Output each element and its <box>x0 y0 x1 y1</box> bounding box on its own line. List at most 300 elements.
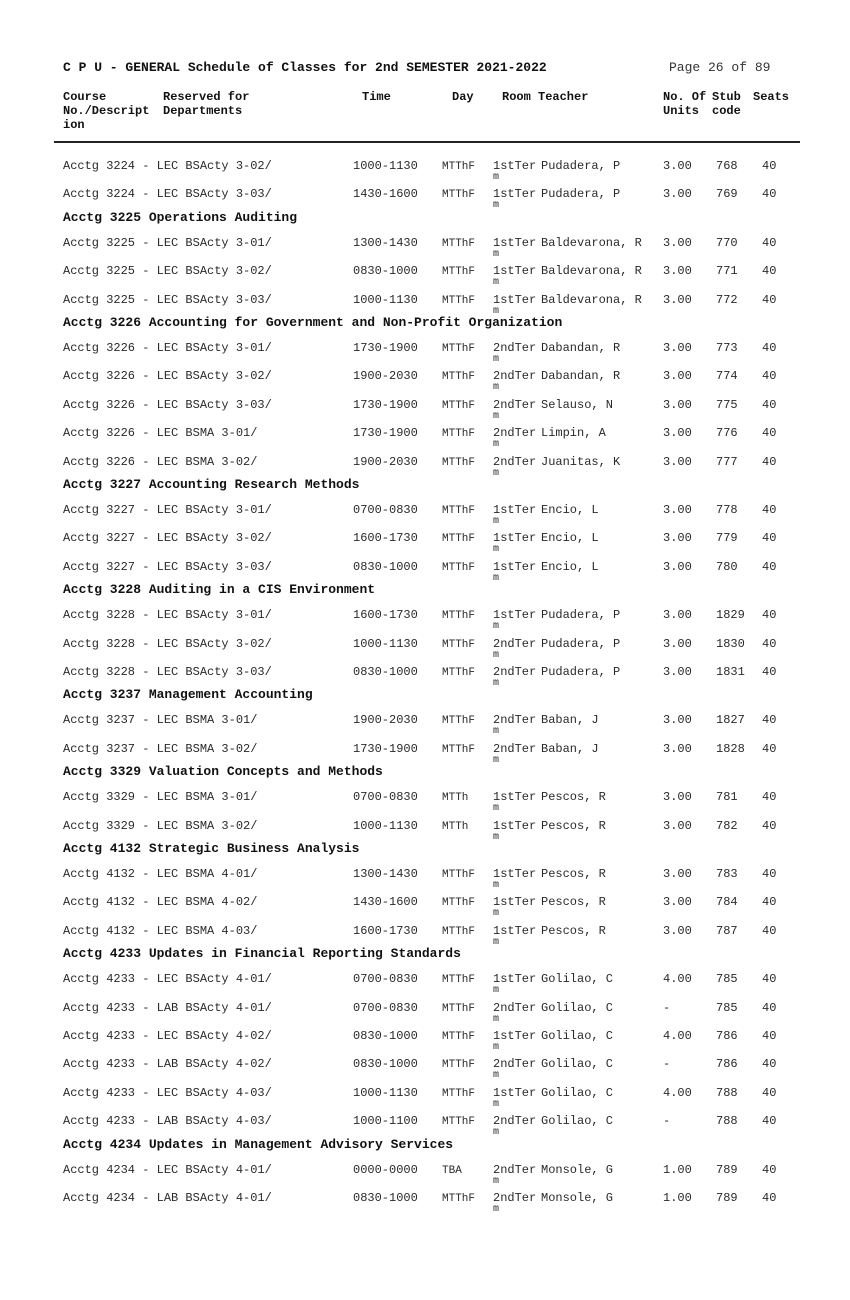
units-cell: 3.00 <box>663 235 692 250</box>
stub-code-cell: 1831 <box>716 665 745 679</box>
units-cell: 3.00 <box>663 503 692 517</box>
time-cell: 1000-1130 <box>353 818 418 833</box>
room-cell: 1stTer <box>493 159 537 173</box>
day-cell: MTThF <box>442 869 476 881</box>
time-cell: 1600-1730 <box>353 923 418 938</box>
teacher-cell: Pescos, R <box>541 895 606 910</box>
units-cell: 3.00 <box>663 895 692 910</box>
teacher-continuation: m <box>493 382 500 394</box>
seats-cell: 40 <box>762 341 777 355</box>
teacher-cell: Monsole, G <box>541 1191 614 1205</box>
course-cell: Acctg 3226 - LEC BSMA 3-02/ <box>63 454 258 469</box>
seats-cell: 40 <box>762 867 777 881</box>
table-row <box>0 369 850 397</box>
section-title: Acctg 3228 Auditing in a CIS Environment <box>63 582 376 598</box>
room-cell: 2ndTer <box>493 713 537 728</box>
day-cell: MTThF <box>442 161 476 173</box>
seats-cell: 40 <box>762 923 777 938</box>
units-cell: 4.00 <box>663 972 692 987</box>
table-row <box>0 398 850 426</box>
units-cell: 1.00 <box>663 1191 692 1205</box>
time-cell: 1000-1130 <box>353 1085 418 1100</box>
teacher-continuation: m <box>493 277 500 289</box>
room-cell: 2ndTer <box>493 741 537 756</box>
time-cell: 0700-0830 <box>353 503 418 517</box>
seats-cell: 40 <box>762 1191 777 1205</box>
day-cell: MTThF <box>442 1116 476 1129</box>
units-cell: 3.00 <box>663 292 692 307</box>
stub-code-cell: 768 <box>716 159 738 173</box>
header-stub: Stub code <box>712 90 741 118</box>
table-row <box>0 972 850 1000</box>
seats-cell: 40 <box>762 895 777 910</box>
room-cell: 1stTer <box>493 235 537 250</box>
seats-cell: 40 <box>762 636 777 651</box>
seats-cell: 40 <box>762 1114 777 1129</box>
units-cell: 3.00 <box>663 264 692 279</box>
day-cell: MTThF <box>442 266 476 279</box>
teacher-continuation: m <box>493 1204 500 1215</box>
table-row <box>0 1029 850 1057</box>
teacher-continuation: m <box>493 1127 500 1139</box>
units-cell: 3.00 <box>663 341 692 355</box>
room-cell: 1stTer <box>493 1085 537 1100</box>
units-cell: 3.00 <box>663 369 692 384</box>
seats-cell: 40 <box>762 713 777 728</box>
units-cell: 1.00 <box>663 1162 692 1177</box>
teacher-continuation: m <box>493 1042 500 1053</box>
day-cell: MTThF <box>442 610 476 623</box>
day-cell: MTThF <box>442 533 476 546</box>
day-cell: MTThF <box>442 399 476 412</box>
day-cell: MTTh <box>442 820 469 833</box>
page-title: C P U - GENERAL Schedule of Classes for 2nd SEMESTER 2021-2022 <box>63 60 547 75</box>
seats-cell: 40 <box>762 503 777 517</box>
stub-code-cell: 785 <box>716 1000 738 1015</box>
course-cell: Acctg 3228 - LEC BSActy 3-01/ <box>63 608 272 623</box>
time-cell: 1000-1130 <box>353 292 418 307</box>
teacher-cell: Encio, L <box>541 559 599 574</box>
stub-code-cell: 788 <box>716 1114 738 1129</box>
units-cell: 3.00 <box>663 636 692 651</box>
day-cell: MTThF <box>442 1002 476 1015</box>
course-cell: Acctg 4234 - LAB BSActy 4-01/ <box>63 1191 272 1205</box>
stub-code-cell: 772 <box>716 292 738 307</box>
stub-code-cell: 784 <box>716 895 738 910</box>
teacher-cell: Limpin, A <box>541 426 606 441</box>
course-cell: Acctg 3226 - LEC BSActy 3-03/ <box>63 397 272 412</box>
header-divider <box>54 141 800 143</box>
time-cell: 0830-1000 <box>353 665 418 679</box>
teacher-cell: Pudadera, P <box>541 608 621 623</box>
teacher-continuation: m <box>493 803 500 815</box>
stub-code-cell: 786 <box>716 1057 738 1072</box>
table-row <box>0 236 850 264</box>
teacher-continuation: m <box>493 410 500 422</box>
time-cell: 1600-1730 <box>353 531 418 546</box>
page-number: Page 26 of 89 <box>669 60 771 75</box>
teacher-cell: Selauso, N <box>541 397 614 412</box>
header-units: No. Of Units <box>663 90 707 118</box>
course-cell: Acctg 4233 - LEC BSActy 4-03/ <box>63 1085 272 1100</box>
room-cell: 2ndTer <box>493 1114 537 1129</box>
section-title: Acctg 3226 Accounting for Government and Non-Profit Organization <box>63 315 563 330</box>
room-cell: 2ndTer <box>493 426 537 441</box>
section-title: Acctg 4132 Strategic Business Analysis <box>63 841 360 856</box>
time-cell: 1430-1600 <box>353 187 418 202</box>
time-cell: 1730-1900 <box>353 397 418 412</box>
day-cell: MTThF <box>442 428 476 441</box>
day-cell: MTThF <box>442 743 476 756</box>
teacher-cell: Golilao, C <box>541 1000 614 1015</box>
teacher-continuation: m <box>493 678 500 689</box>
course-cell: Acctg 4132 - LEC BSMA 4-01/ <box>63 867 258 881</box>
teacher-cell: Baban, J <box>541 741 599 756</box>
teacher-cell: Encio, L <box>541 503 599 517</box>
day-cell: MTThF <box>442 561 476 574</box>
teacher-continuation: m <box>493 544 500 556</box>
units-cell: 3.00 <box>663 867 692 881</box>
time-cell: 1600-1730 <box>353 608 418 623</box>
table-row <box>0 1086 850 1114</box>
stub-code-cell: 1827 <box>716 713 745 728</box>
table-row <box>0 1191 850 1219</box>
stub-code-cell: 782 <box>716 818 738 833</box>
room-cell: 1stTer <box>493 923 537 938</box>
course-cell: Acctg 3329 - LEC BSMA 3-01/ <box>63 790 258 805</box>
teacher-continuation: m <box>493 516 500 527</box>
room-cell: 2ndTer <box>493 454 537 469</box>
table-row <box>0 1163 850 1191</box>
stub-code-cell: 775 <box>716 397 738 412</box>
header-room-teacher: Room Teacher <box>502 90 589 104</box>
units-cell: 3.00 <box>663 426 692 441</box>
course-cell: Acctg 4132 - LEC BSMA 4-02/ <box>63 895 258 910</box>
room-cell: 2ndTer <box>493 1162 537 1177</box>
teacher-continuation: m <box>493 1070 500 1082</box>
teacher-continuation: m <box>493 172 500 183</box>
table-row <box>0 264 850 292</box>
seats-cell: 40 <box>762 187 777 202</box>
seats-cell: 40 <box>762 665 777 679</box>
course-cell: Acctg 3225 - LEC BSActy 3-01/ <box>63 235 272 250</box>
units-cell: 3.00 <box>663 187 692 202</box>
units-cell: 3.00 <box>663 790 692 805</box>
header-day: Day <box>452 90 474 104</box>
teacher-cell: Baban, J <box>541 713 599 728</box>
teacher-cell: Encio, L <box>541 531 599 546</box>
section-title: Acctg 3225 Operations Auditing <box>63 209 298 225</box>
room-cell: 2ndTer <box>493 1191 537 1205</box>
time-cell: 1730-1900 <box>353 741 418 756</box>
course-cell: Acctg 3225 - LEC BSActy 3-03/ <box>63 292 272 307</box>
seats-cell: 40 <box>762 235 777 250</box>
time-cell: 1900-2030 <box>353 369 418 384</box>
teacher-continuation: m <box>493 754 500 766</box>
time-cell: 1730-1900 <box>353 426 418 441</box>
course-cell: Acctg 4233 - LEC BSActy 4-02/ <box>63 1029 272 1043</box>
day-cell: MTThF <box>442 505 476 517</box>
room-cell: 1stTer <box>493 972 537 987</box>
stub-code-cell: 1828 <box>716 741 745 756</box>
time-cell: 1730-1900 <box>353 341 418 355</box>
day-cell: MTThF <box>442 1087 476 1100</box>
day-cell: MTThF <box>442 343 476 355</box>
time-cell: 1900-2030 <box>353 454 418 469</box>
header-reserved: Reserved for Departments <box>163 90 250 118</box>
header-seats: Seats <box>753 90 790 104</box>
section-title: Acctg 4233 Updates in Financial Reporting Standards <box>63 946 461 962</box>
course-cell: Acctg 3224 - LEC BSActy 3-03/ <box>63 187 272 202</box>
teacher-continuation: m <box>493 621 500 633</box>
day-cell: MTThF <box>442 638 476 651</box>
day-cell: MTThF <box>442 897 476 910</box>
teacher-continuation: m <box>493 649 500 661</box>
teacher-cell: Pudadera, P <box>541 159 621 173</box>
section-title: Acctg 3227 Accounting Research Methods <box>63 477 360 492</box>
stub-code-cell: 789 <box>716 1191 738 1205</box>
time-cell: 0830-1000 <box>353 1029 418 1043</box>
teacher-cell: Pescos, R <box>541 790 606 805</box>
teacher-continuation: m <box>493 248 500 260</box>
teacher-cell: Golilao, C <box>541 1057 614 1072</box>
room-cell: 2ndTer <box>493 1000 537 1015</box>
teacher-continuation: m <box>493 354 500 365</box>
table-row <box>0 341 850 369</box>
teacher-cell: Pudadera, P <box>541 187 621 202</box>
day-cell: MTThF <box>442 925 476 938</box>
section-title: Acctg 3237 Management Accounting <box>63 687 313 703</box>
table-row <box>0 637 850 665</box>
course-cell: Acctg 3225 - LEC BSActy 3-02/ <box>63 264 272 279</box>
course-cell: Acctg 3226 - LEC BSActy 3-02/ <box>63 369 272 384</box>
teacher-cell: Baldevarona, R <box>541 292 642 307</box>
teacher-continuation: m <box>493 467 500 479</box>
seats-cell: 40 <box>762 1162 777 1177</box>
day-cell: MTThF <box>442 189 476 202</box>
units-cell: 4.00 <box>663 1029 692 1043</box>
seats-cell: 40 <box>762 559 777 574</box>
table-row <box>0 159 850 187</box>
room-cell: 1stTer <box>493 292 537 307</box>
day-cell: MTTh <box>442 792 469 805</box>
table-row <box>0 426 850 454</box>
time-cell: 1900-2030 <box>353 713 418 728</box>
stub-code-cell: 771 <box>716 264 738 279</box>
stub-code-cell: 788 <box>716 1085 738 1100</box>
teacher-continuation: m <box>493 908 500 920</box>
course-cell: Acctg 4234 - LEC BSActy 4-01/ <box>63 1162 272 1177</box>
room-cell: 2ndTer <box>493 1057 537 1072</box>
room-cell: 2ndTer <box>493 341 537 355</box>
course-cell: Acctg 4233 - LAB BSActy 4-03/ <box>63 1114 272 1129</box>
day-cell: MTThF <box>442 371 476 384</box>
table-row <box>0 790 850 818</box>
units-cell: 3.00 <box>663 531 692 546</box>
day-cell: MTThF <box>442 715 476 728</box>
units-cell: 3.00 <box>663 397 692 412</box>
teacher-continuation: m <box>493 572 500 584</box>
table-row <box>0 1057 850 1085</box>
units-cell: 3.00 <box>663 159 692 173</box>
seats-cell: 40 <box>762 1057 777 1072</box>
course-cell: Acctg 3226 - LEC BSMA 3-01/ <box>63 426 258 441</box>
course-cell: Acctg 4132 - LEC BSMA 4-03/ <box>63 923 258 938</box>
table-row <box>0 608 850 636</box>
stub-code-cell: 785 <box>716 972 738 987</box>
teacher-continuation: m <box>493 936 500 948</box>
day-cell: MTThF <box>442 1031 476 1043</box>
day-cell: MTThF <box>442 1193 476 1205</box>
teacher-continuation: m <box>493 726 500 738</box>
room-cell: 1stTer <box>493 608 537 623</box>
table-row <box>0 1001 850 1029</box>
units-cell: - <box>663 1000 671 1015</box>
seats-cell: 40 <box>762 369 777 384</box>
stub-code-cell: 783 <box>716 867 738 881</box>
teacher-continuation: m <box>493 880 500 891</box>
stub-code-cell: 789 <box>716 1162 738 1177</box>
day-cell: MTThF <box>442 1059 476 1072</box>
seats-cell: 40 <box>762 818 777 833</box>
day-cell: MTThF <box>442 974 476 987</box>
time-cell: 1300-1430 <box>353 867 418 881</box>
stub-code-cell: 777 <box>716 454 738 469</box>
teacher-cell: Baldevarona, R <box>541 264 642 279</box>
units-cell: - <box>663 1057 671 1072</box>
teacher-cell: Dabandan, R <box>541 369 621 384</box>
teacher-continuation: m <box>493 439 500 451</box>
seats-cell: 40 <box>762 531 777 546</box>
seats-cell: 40 <box>762 159 777 173</box>
room-cell: 2ndTer <box>493 636 537 651</box>
teacher-cell: Dabandan, R <box>541 341 621 355</box>
teacher-cell: Golilao, C <box>541 1114 614 1129</box>
day-cell: MTThF <box>442 456 476 469</box>
course-cell: Acctg 3329 - LEC BSMA 3-02/ <box>63 818 258 833</box>
teacher-continuation: m <box>493 200 500 212</box>
seats-cell: 40 <box>762 972 777 987</box>
section-title: Acctg 4234 Updates in Management Advisory Services <box>63 1136 454 1152</box>
stub-code-cell: 780 <box>716 559 738 574</box>
header-course: Course No./Descript ion <box>63 90 150 132</box>
room-cell: 2ndTer <box>493 369 537 384</box>
seats-cell: 40 <box>762 1085 777 1100</box>
teacher-continuation: m <box>493 305 500 317</box>
teacher-cell: Golilao, C <box>541 972 614 987</box>
room-cell: 2ndTer <box>493 665 537 679</box>
day-cell: MTThF <box>442 667 476 679</box>
units-cell: 4.00 <box>663 1085 692 1100</box>
day-cell: MTThF <box>442 294 476 307</box>
teacher-continuation: m <box>493 985 500 997</box>
time-cell: 0830-1000 <box>353 264 418 279</box>
course-cell: Acctg 4233 - LAB BSActy 4-02/ <box>63 1057 272 1072</box>
stub-code-cell: 776 <box>716 426 738 441</box>
teacher-continuation: m <box>493 831 500 843</box>
stub-code-cell: 774 <box>716 369 738 384</box>
room-cell: 1stTer <box>493 559 537 574</box>
section-title: Acctg 3329 Valuation Concepts and Methods <box>63 764 383 780</box>
time-cell: 1300-1430 <box>353 235 418 250</box>
course-cell: Acctg 4233 - LEC BSActy 4-01/ <box>63 972 272 987</box>
room-cell: 1stTer <box>493 531 537 546</box>
time-cell: 1000-1100 <box>353 1114 418 1129</box>
course-cell: Acctg 3228 - LEC BSActy 3-03/ <box>63 665 272 679</box>
room-cell: 1stTer <box>493 818 537 833</box>
course-cell: Acctg 3226 - LEC BSActy 3-01/ <box>63 341 272 355</box>
room-cell: 2ndTer <box>493 397 537 412</box>
teacher-continuation: m <box>493 1013 500 1025</box>
teacher-cell: Pudadera, P <box>541 636 621 651</box>
time-cell: 0700-0830 <box>353 1000 418 1015</box>
time-cell: 0830-1000 <box>353 559 418 574</box>
time-cell: 0830-1000 <box>353 1191 418 1205</box>
teacher-cell: Baldevarona, R <box>541 235 642 250</box>
units-cell: 3.00 <box>663 818 692 833</box>
course-cell: Acctg 3227 - LEC BSActy 3-01/ <box>63 503 272 517</box>
stub-code-cell: 779 <box>716 531 738 546</box>
stub-code-cell: 1830 <box>716 636 745 651</box>
stub-code-cell: 778 <box>716 503 738 517</box>
units-cell: 3.00 <box>663 741 692 756</box>
header-time: Time <box>362 90 391 104</box>
table-row <box>0 531 850 559</box>
stub-code-cell: 1829 <box>716 608 745 623</box>
room-cell: 1stTer <box>493 503 537 517</box>
course-cell: Acctg 3237 - LEC BSMA 3-01/ <box>63 713 258 728</box>
units-cell: 3.00 <box>663 559 692 574</box>
stub-code-cell: 787 <box>716 923 738 938</box>
teacher-cell: Pudadera, P <box>541 665 621 679</box>
seats-cell: 40 <box>762 1000 777 1015</box>
time-cell: 0700-0830 <box>353 972 418 987</box>
stub-code-cell: 770 <box>716 235 738 250</box>
teacher-cell: Golilao, C <box>541 1029 614 1043</box>
table-row <box>0 713 850 741</box>
seats-cell: 40 <box>762 454 777 469</box>
course-cell: Acctg 3227 - LEC BSActy 3-03/ <box>63 559 272 574</box>
day-cell: TBA <box>442 1164 462 1177</box>
room-cell: 1stTer <box>493 1029 537 1043</box>
time-cell: 1000-1130 <box>353 636 418 651</box>
teacher-continuation: m <box>493 1098 500 1110</box>
units-cell: 3.00 <box>663 665 692 679</box>
table-row <box>0 867 850 895</box>
room-cell: 1stTer <box>493 187 537 202</box>
teacher-cell: Pescos, R <box>541 867 606 881</box>
room-cell: 1stTer <box>493 867 537 881</box>
seats-cell: 40 <box>762 1029 777 1043</box>
units-cell: 3.00 <box>663 923 692 938</box>
course-cell: Acctg 3224 - LEC BSActy 3-02/ <box>63 159 272 173</box>
seats-cell: 40 <box>762 397 777 412</box>
course-cell: Acctg 3228 - LEC BSActy 3-02/ <box>63 636 272 651</box>
stub-code-cell: 769 <box>716 187 738 202</box>
teacher-cell: Pescos, R <box>541 923 606 938</box>
units-cell: 3.00 <box>663 713 692 728</box>
time-cell: 0700-0830 <box>353 790 418 805</box>
day-cell: MTThF <box>442 237 476 250</box>
units-cell: - <box>663 1114 671 1129</box>
time-cell: 0830-1000 <box>353 1057 418 1072</box>
stub-code-cell: 773 <box>716 341 738 355</box>
teacher-cell: Monsole, G <box>541 1162 614 1177</box>
teacher-cell: Pescos, R <box>541 818 606 833</box>
seats-cell: 40 <box>762 608 777 623</box>
teacher-cell: Juanitas, K <box>541 454 621 469</box>
table-row <box>0 895 850 923</box>
